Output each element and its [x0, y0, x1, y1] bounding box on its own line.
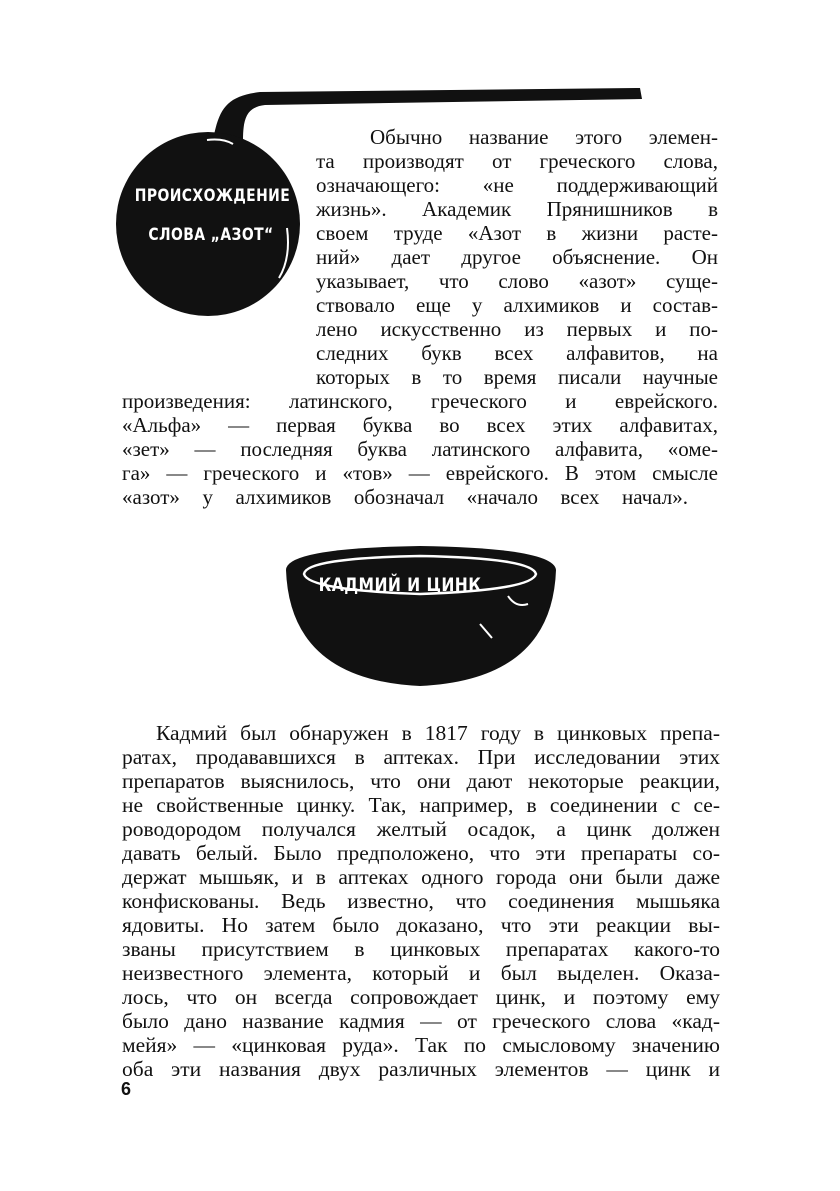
text-line: ратах, продававшихся в аптеках. При исследовании этих [122, 745, 720, 769]
text-line: «Альфа» — первая буква во всех этих алфавитах, [122, 413, 718, 437]
text-line: «зет» — последняя буква латинского алфавита, «оме- [122, 437, 718, 461]
text-line: указывает, что слово «азот» суще- [316, 269, 718, 293]
retort-bulb [116, 132, 300, 316]
bowl-illustration [280, 540, 560, 690]
text-line: не свойственные цинку. Так, например, в соединении с се- [122, 793, 720, 817]
text-line: ядовиты. Но затем было доказано, что эти реакции вы- [122, 913, 720, 937]
text-line: лено искусственно из первых и по- [316, 317, 718, 341]
section-title-line-1: ПРОИСХОЖДЕНИЕ [134, 186, 291, 206]
bowl-body [286, 546, 556, 686]
section-title-line-2: СЛОВА „АЗОТ“ [148, 225, 274, 245]
text-line: своем труде «Азот в жизни расте- [316, 221, 718, 245]
section-title: КАДМИЙ И ЦИНК [318, 574, 482, 596]
text-line: та производят от греческого слова, [316, 149, 718, 173]
text-line: лось, что он всегда сопровождает цинк, и поэтому ему [122, 985, 720, 1009]
text-line: держат мышьяк, и в аптеках одного города они были даже [122, 865, 720, 889]
text-line: га» — греческого и «тов» — еврейского. В этом смысле [122, 461, 718, 485]
text-line: Кадмий был обнаружен в 1817 году в цинковых препа- [156, 721, 720, 745]
text-line: ствовало еще у алхимиков и состав- [316, 293, 718, 317]
text-line: давать белый. Было предположено, что эти препараты со- [122, 841, 720, 865]
text-line: «азот» у алхимиков обозначал «начало всех начал». [122, 485, 688, 509]
text-line: ний» дает другое объяснение. Он [316, 245, 718, 269]
text-line: произведения: латинского, греческого и еврейского. [122, 389, 718, 413]
text-line: конфискованы. Ведь известно, что соединения мышьяка [122, 889, 720, 913]
text-line: было дано название кадмия — от греческого слова «кад- [122, 1009, 720, 1033]
text-line: званы присутствием в цинковых препаратах какого-то [122, 937, 720, 961]
text-line: неизвестного элемента, который и был выделен. Оказа- [122, 961, 720, 985]
text-line: жизнь». Академик Прянишников в [316, 197, 718, 221]
text-line: препаратов выяснилось, что они дают некоторые реакции, [122, 769, 720, 793]
text-line: означающего: «не поддерживающий [316, 173, 718, 197]
page-number: 6 [121, 1079, 132, 1099]
text-line: роводородом получался желтый осадок, а цинк должен [122, 817, 720, 841]
text-line: Обычно название этого элемен- [370, 125, 718, 149]
text-line: мейя» — «цинковая руда». Так по смысловому значению [122, 1033, 720, 1057]
text-line: оба эти названия двух различных элементов — цинк и [122, 1057, 720, 1081]
text-line: следних букв всех алфавитов, на [316, 341, 718, 365]
text-line: которых в то время писали научные [316, 365, 718, 389]
